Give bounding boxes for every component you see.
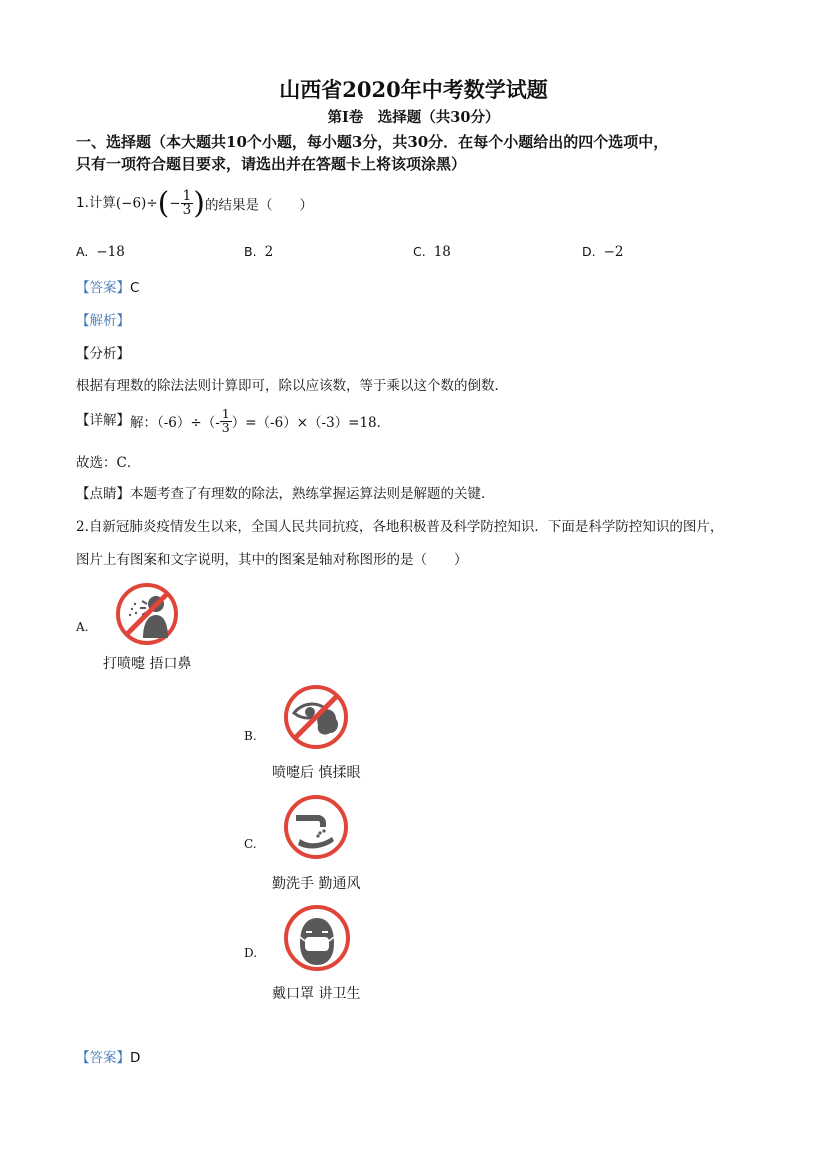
sneeze-cover-icon: [115, 582, 179, 646]
section-instructions-line1: 一、选择题（本大题共10个小题，每小题3分，共30分．在每个小题给出的四个选项中，: [76, 133, 669, 151]
q1-option-d: D. −2: [582, 244, 624, 260]
q2-option-b-label: B.: [244, 729, 257, 743]
q1-option-a: A. −18: [76, 244, 125, 260]
q1-analysis-tag: 【解析】: [76, 313, 130, 329]
face-mask-icon: [282, 903, 352, 973]
q1-minus: −: [169, 195, 181, 212]
q2-answer: 【答案】D: [76, 1050, 141, 1066]
q1-detail-fraction: $\frac{1}{3}$: [221, 406, 230, 435]
q1-fenxi-tag: 【分析】: [76, 346, 130, 362]
question-1-stem: [76, 186, 313, 221]
q2-option-d-caption: 戴口罩 讲卫生: [272, 986, 361, 1002]
q1-prefix: 1.计算: [76, 195, 116, 211]
q1-frac-num: 1: [182, 187, 192, 204]
page-title: 山西省2020年中考数学试题: [279, 77, 548, 102]
hand-wash-icon: [282, 793, 350, 861]
q1-option-b: B. 2: [244, 244, 274, 260]
right-paren: ): [193, 186, 205, 221]
question-2-stem-line2: 图片上有图案和文字说明，其中的图案是轴对称图形的是（ ）: [76, 552, 468, 568]
no-eye-rub-icon: [282, 683, 350, 751]
q2-option-d-label: D.: [244, 946, 258, 960]
q2-option-a-caption: 打喷嚏 捂口鼻: [103, 656, 192, 672]
q2-option-c-label: C.: [244, 837, 257, 851]
q1-expr-left: (−6)÷: [115, 195, 158, 212]
q1-answer: 【答案】C: [76, 280, 140, 296]
question-2-stem-line1: 2.自新冠肺炎疫情发生以来，全国人民共同抗疫，各地积极普及科学防控知识．下面是科学防控知识的图片，: [76, 519, 724, 535]
q2-option-b-caption: 喷嚏后 慎揉眼: [272, 765, 361, 781]
q1-choose: 故选：C．: [76, 455, 141, 471]
left-paren: (: [157, 186, 170, 221]
q2-option-a-label: A.: [76, 620, 89, 634]
q2-option-c-caption: 勤洗手 勤通风: [272, 876, 361, 892]
q1-detail: 【详解】解：（-6）÷（- $\frac{1}{3}$ ）=（-6）×（-3）=18．: [76, 406, 391, 435]
q1-fenxi-text: 根据有理数的除法法则计算即可，除以应该数，等于乘以这个数的倒数．: [76, 378, 508, 394]
q1-suffix: 的结果是（ ）: [204, 197, 313, 214]
q1-comment: 【点睛】本题考查了有理数的除法，熟练掌握运算法则是解题的关键．: [76, 486, 495, 502]
q1-frac-den: 3: [182, 202, 192, 218]
part-heading: 第Ⅰ卷 选择题（共30分）: [327, 109, 500, 126]
section-instructions-line2: 只有一项符合题目要求，请选出并在答题卡上将该项涂黑）: [76, 155, 467, 173]
q1-option-c: C. 18: [413, 244, 451, 260]
q1-fraction: [181, 187, 194, 218]
